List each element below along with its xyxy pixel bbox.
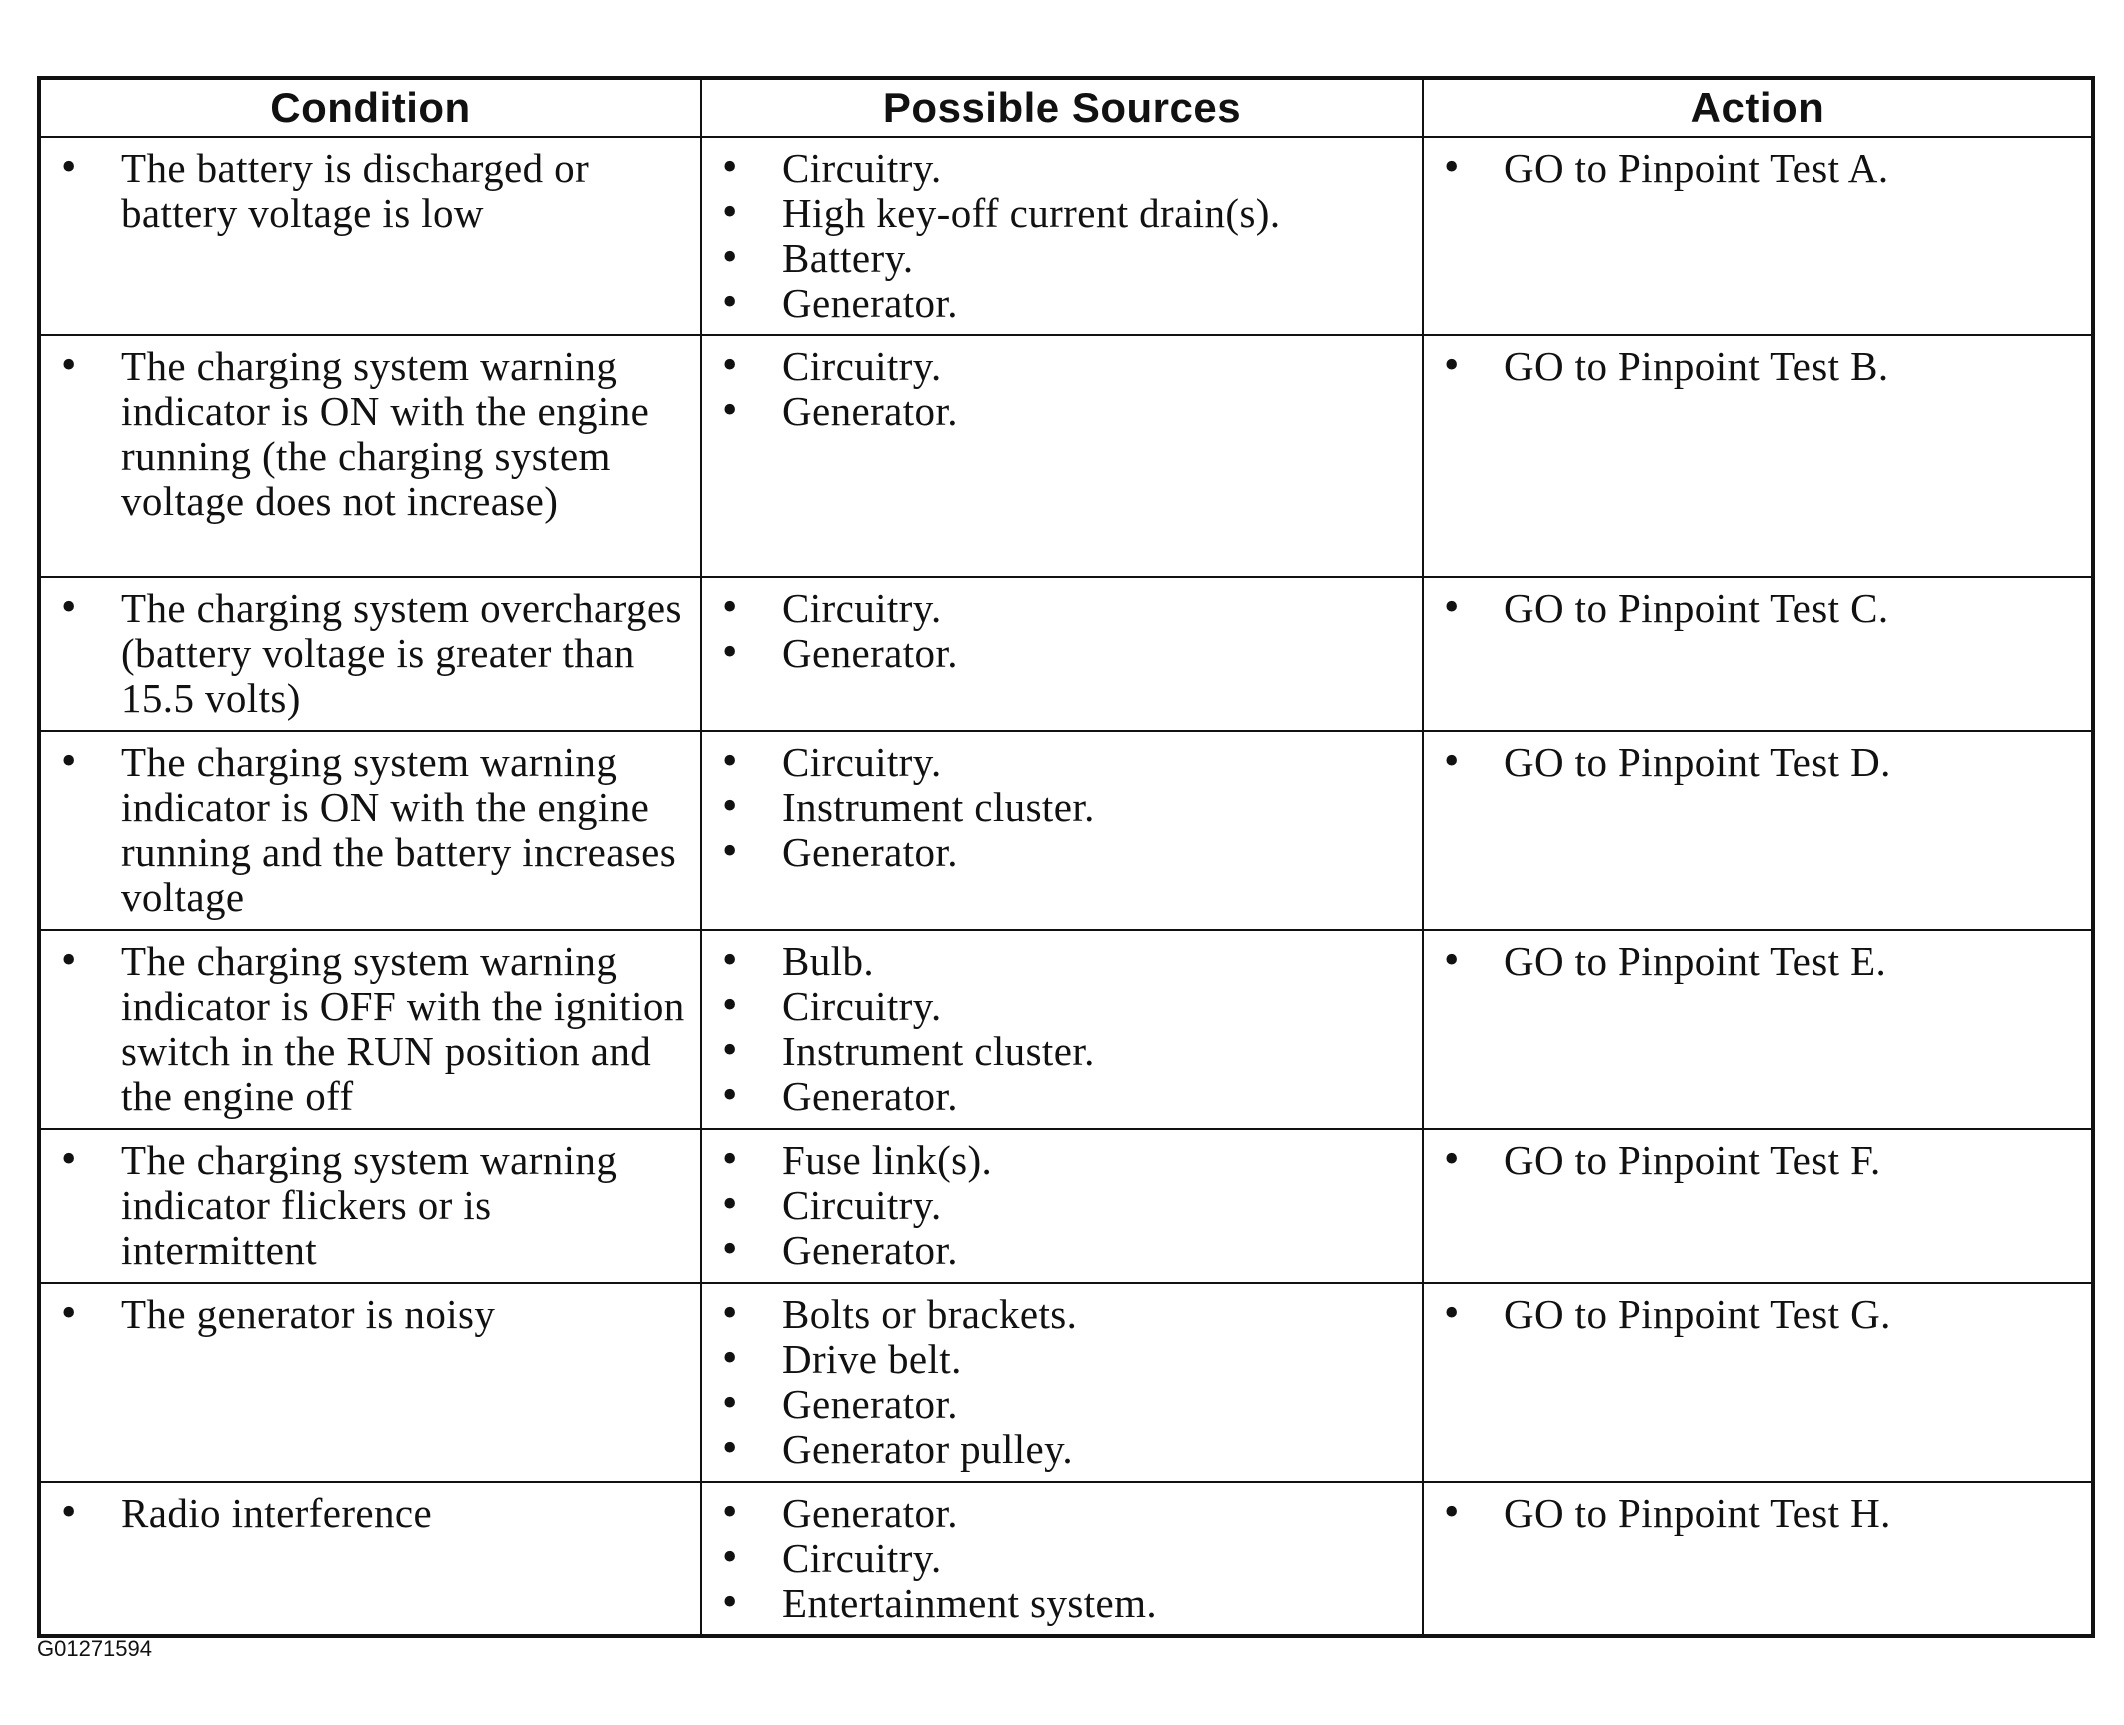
condition-text: • The charging system warning indicator is ON with the engine running and the battery increases voltage [55, 740, 686, 920]
table-row [39, 731, 2093, 930]
source-item: • Drive belt. [716, 1337, 1408, 1382]
condition-text: • Radio interference [55, 1491, 686, 1536]
source-item: • Generator. [716, 1491, 1408, 1536]
condition-text: • The charging system warning indicator is OFF with the ignition switch in the RUN position and the engine off [55, 939, 686, 1119]
header-action: Action [1423, 78, 2093, 137]
action-text: • GO to Pinpoint Test C. [1438, 586, 2077, 631]
action-cell [1423, 1129, 2093, 1283]
sources-cell [701, 335, 1423, 577]
condition-cell [39, 1129, 701, 1283]
source-item: • Circuitry. [716, 740, 1408, 785]
sources-cell [701, 731, 1423, 930]
action-cell [1423, 731, 2093, 930]
source-item: • Generator. [716, 1228, 1408, 1273]
symptom-chart-table [37, 76, 2095, 1638]
condition-cell [39, 577, 701, 731]
source-item: • Circuitry. [716, 984, 1408, 1029]
diagnosis-table-container [37, 76, 2091, 1638]
table-row [39, 1283, 2093, 1482]
header-possible-sources: Possible Sources [701, 78, 1423, 137]
condition-cell [39, 731, 701, 930]
action-text: • GO to Pinpoint Test B. [1438, 344, 2077, 389]
sources-cell [701, 930, 1423, 1129]
sources-cell [701, 577, 1423, 731]
condition-cell [39, 137, 701, 335]
action-cell [1423, 335, 2093, 577]
table-row [39, 137, 2093, 335]
source-item: • Circuitry. [716, 344, 1408, 389]
source-item: • Instrument cluster. [716, 785, 1408, 830]
source-item: • Circuitry. [716, 586, 1408, 631]
source-item: • Generator. [716, 830, 1408, 875]
source-item: • Circuitry. [716, 1536, 1408, 1581]
condition-cell [39, 1482, 701, 1636]
source-item: • Bulb. [716, 939, 1408, 984]
sources-cell [701, 1129, 1423, 1283]
header-condition: Condition [39, 78, 701, 137]
action-cell [1423, 1482, 2093, 1636]
action-text: • GO to Pinpoint Test G. [1438, 1292, 2077, 1337]
source-item: • Instrument cluster. [716, 1029, 1408, 1074]
source-item: • High key-off current drain(s). [716, 191, 1408, 236]
action-text: • GO to Pinpoint Test D. [1438, 740, 2077, 785]
condition-text: • The generator is noisy [55, 1292, 686, 1337]
table-header-row [39, 78, 2093, 137]
condition-cell [39, 335, 701, 577]
condition-text: • The charging system warning indicator flickers or is intermittent [55, 1138, 686, 1273]
condition-cell [39, 1283, 701, 1482]
action-cell [1423, 577, 2093, 731]
source-item: • Circuitry. [716, 146, 1408, 191]
action-cell [1423, 137, 2093, 335]
condition-text: • The charging system warning indicator is ON with the engine running (the charging system voltage does not increase) [55, 344, 686, 524]
source-item: • Generator. [716, 631, 1408, 676]
source-item: • Generator. [716, 281, 1408, 326]
figure-id-label: G01271594 [37, 1636, 152, 1661]
table-row [39, 930, 2093, 1129]
condition-text: • The battery is discharged or battery voltage is low [55, 146, 686, 236]
table-row [39, 335, 2093, 577]
action-text: • GO to Pinpoint Test E. [1438, 939, 2077, 984]
table-row [39, 1482, 2093, 1636]
source-item: • Entertainment system. [716, 1581, 1408, 1626]
source-item: • Battery. [716, 236, 1408, 281]
action-text: • GO to Pinpoint Test F. [1438, 1138, 2077, 1183]
condition-cell [39, 930, 701, 1129]
sources-cell [701, 137, 1423, 335]
action-text: • GO to Pinpoint Test A. [1438, 146, 2077, 191]
action-text: • GO to Pinpoint Test H. [1438, 1491, 2077, 1536]
source-item: • Bolts or brackets. [716, 1292, 1408, 1337]
table-row [39, 1129, 2093, 1283]
source-item: • Generator pulley. [716, 1427, 1408, 1472]
action-cell [1423, 1283, 2093, 1482]
source-item: • Generator. [716, 1074, 1408, 1119]
source-item: • Generator. [716, 1382, 1408, 1427]
action-cell [1423, 930, 2093, 1129]
table-row [39, 577, 2093, 731]
source-item: • Fuse link(s). [716, 1138, 1408, 1183]
source-item: • Circuitry. [716, 1183, 1408, 1228]
sources-cell [701, 1482, 1423, 1636]
condition-text: • The charging system overcharges (battery voltage is greater than 15.5 volts) [55, 586, 686, 721]
sources-cell [701, 1283, 1423, 1482]
source-item: • Generator. [716, 389, 1408, 434]
